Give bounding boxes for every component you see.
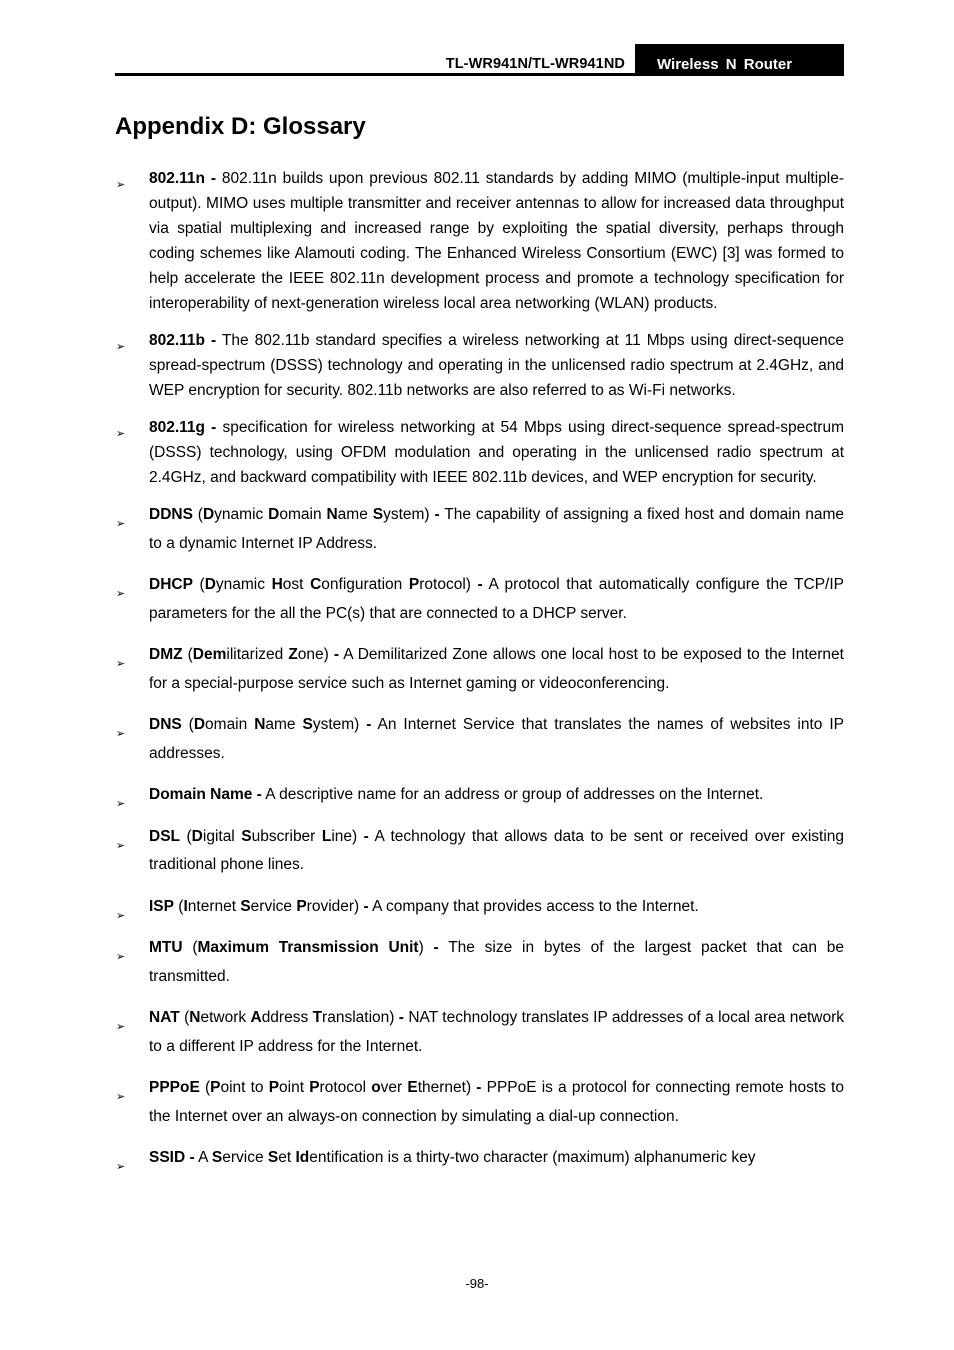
term-bold-text: N bbox=[326, 506, 338, 523]
term-bold-text: P bbox=[210, 1079, 221, 1096]
term-bold-text: o bbox=[371, 1079, 381, 1096]
definition-text: rotocol bbox=[319, 1079, 372, 1096]
arrow-bullet-icon: ➢ bbox=[116, 1161, 126, 1173]
arrow-bullet-icon: ➢ bbox=[116, 909, 126, 922]
page-title: Appendix D: Glossary bbox=[115, 113, 366, 140]
term-bold-text: D bbox=[268, 506, 280, 523]
glossary-entry-dns bbox=[115, 711, 844, 768]
definition-text: A protocol that automatically configure the TCP/IP parameters for the all the PC(s) that are connected to a DHCP server. bbox=[149, 576, 844, 622]
definition-text: onfiguration bbox=[321, 576, 409, 593]
term-bold-text: L bbox=[321, 827, 332, 845]
definition-text: rotocol) bbox=[419, 576, 478, 593]
term-bold-text: H bbox=[271, 576, 283, 593]
term-bold-text: PPPoE bbox=[149, 1079, 200, 1096]
term-bold-text: P bbox=[309, 1079, 320, 1096]
arrow-bullet-icon: ➢ bbox=[116, 588, 126, 600]
glossary-entry-802-11n bbox=[115, 166, 844, 316]
glossary-entry-mtu bbox=[115, 934, 844, 991]
term-bold-text: - bbox=[434, 506, 440, 523]
term-bold-text: I bbox=[183, 897, 188, 915]
definition-text: A technology that allows data to be sent or received over existing traditional phone lines. bbox=[149, 827, 844, 873]
definition-text: ddress bbox=[261, 1009, 313, 1026]
term-bold-text: P bbox=[408, 576, 420, 593]
term-bold-text: D bbox=[193, 716, 206, 733]
term-bold-text: P bbox=[296, 897, 307, 915]
term-bold-text: Z bbox=[288, 646, 298, 663]
definition-text: A Demilitarized Zone allows one local host to be exposed to the Internet for a special-purpose service such as Internet gaming or videoconferencing. bbox=[149, 646, 844, 692]
definition-text: igital bbox=[202, 827, 242, 845]
definition-text: specification for wireless networking at 54 Mbps using direct-sequence spread-spectrum (DSSS) technology, using OFDM modulation and operating in the unlicensed radio spectrum at 2.4GHz, and backward compatibility with IEEE 802.11b devices, and WEP encryption for security. bbox=[149, 419, 844, 486]
term-bold-text: 802.11b - bbox=[149, 332, 217, 349]
term-bold-text: DHCP bbox=[149, 576, 193, 593]
definition-text: PPPoE is a protocol for connecting remote hosts to the Internet over an always-on connection by simulating a dial-up connection. bbox=[149, 1079, 844, 1125]
term-bold-text: Maximum Transmission Unit bbox=[197, 939, 419, 956]
term-bold-text: Domain Name - bbox=[149, 786, 262, 803]
definition-text: ystem) bbox=[383, 506, 435, 523]
term-bold-text: Id bbox=[295, 1149, 310, 1166]
definition-text: rovider) bbox=[306, 897, 364, 915]
definition-text: ( bbox=[179, 1009, 190, 1026]
term-bold-text: NAT bbox=[149, 1009, 180, 1026]
definition-text: ( bbox=[180, 827, 192, 845]
arrow-bullet-icon: ➢ bbox=[116, 518, 126, 530]
definition-text: ranslation) bbox=[322, 1009, 399, 1026]
arrow-bullet-icon: ➢ bbox=[116, 839, 126, 852]
term-bold-text: 802.11g - bbox=[149, 419, 217, 436]
page-header bbox=[115, 44, 844, 76]
term-bold-text: N bbox=[254, 716, 266, 733]
definition-text: ynamic bbox=[215, 576, 272, 593]
term-bold-text: P bbox=[268, 1079, 280, 1096]
term-bold-text: ISP bbox=[149, 897, 174, 915]
arrow-bullet-icon: ➢ bbox=[116, 951, 126, 963]
definition-text: ) bbox=[418, 939, 434, 956]
arrow-bullet-icon: ➢ bbox=[116, 1021, 126, 1033]
definition-text: The capability of assigning a fixed host and domain name to a dynamic Internet IP Address. bbox=[149, 506, 845, 552]
definition-text: ver bbox=[380, 1079, 408, 1096]
definition-text: The size in bytes of the largest packet that can be transmitted. bbox=[149, 939, 845, 985]
term-bold-text: SSID - bbox=[149, 1149, 195, 1166]
term-bold-text: DNS bbox=[149, 716, 182, 733]
definition-text: thernet) bbox=[417, 1079, 477, 1096]
glossary-entry-dhcp bbox=[115, 571, 844, 628]
term-bold-text: - bbox=[363, 897, 369, 915]
glossary-entry-802-11b bbox=[115, 328, 844, 403]
definition-text: ine) bbox=[331, 827, 364, 845]
term-bold-text: S bbox=[241, 827, 252, 845]
arrow-bullet-icon: ➢ bbox=[116, 428, 126, 440]
definition-text: nternet bbox=[187, 897, 241, 915]
definition-text: entification is a thirty-two character (maximum) alphanumeric key bbox=[309, 1149, 756, 1166]
arrow-bullet-icon: ➢ bbox=[116, 728, 126, 740]
definition-text: An Internet Service that translates the names of websites into IP addresses. bbox=[149, 716, 844, 762]
term-bold-text: MTU bbox=[149, 939, 183, 956]
definition-text: ( bbox=[199, 1079, 211, 1096]
page-footer bbox=[0, 1276, 954, 1291]
glossary-entry-isp bbox=[115, 893, 844, 922]
arrow-bullet-icon: ➢ bbox=[116, 179, 126, 191]
definition-text: A bbox=[194, 1149, 212, 1166]
definition-text: etwork bbox=[200, 1009, 251, 1026]
glossary-entry-nat bbox=[115, 1004, 844, 1061]
definition-text: ilitarized bbox=[226, 646, 289, 663]
term-bold-text: DDNS bbox=[149, 506, 193, 523]
glossary-list bbox=[115, 166, 844, 1173]
term-bold-text: - bbox=[333, 646, 340, 663]
definition-text: 802.11n builds upon previous 802.11 standards by adding MIMO (multiple-input multiple-output). MIMO uses multiple transmitter and receiver antennas to allow for increased data throughput via spatial multiplexing and increased range by exploiting the spatial diversity, perhaps through coding schemes like Alamouti coding. The Enhanced Wireless Consortium (EWC) [3] was formed to help accelerate the IEEE 802.11n development process and promote a technology specification for interoperability of next-generation wireless local area networking (WLAN) products. bbox=[149, 170, 844, 312]
definition-text: one) bbox=[297, 646, 334, 663]
arrow-bullet-icon: ➢ bbox=[116, 658, 126, 670]
term-bold-text: T bbox=[312, 1009, 323, 1026]
definition-text: The 802.11b standard specifies a wireless networking at 11 Mbps using direct-sequence spread-spectrum (DSSS) technology and operating in the unlicensed radio spectrum at 2.4GHz, and WEP encryption for security. 802.11b networks are also referred to as Wi-Fi networks. bbox=[149, 332, 844, 399]
glossary-entry-ddns bbox=[115, 501, 844, 558]
definition-text: ( bbox=[182, 939, 198, 956]
arrow-bullet-icon: ➢ bbox=[116, 798, 126, 810]
definition-text: omain bbox=[279, 506, 327, 523]
glossary-entry-pppoe bbox=[115, 1074, 844, 1131]
definition-text: et bbox=[278, 1149, 296, 1166]
definition-text: oint to bbox=[220, 1079, 269, 1096]
term-bold-text: - bbox=[476, 1079, 482, 1096]
glossary-entry-802-11g bbox=[115, 415, 844, 490]
header-product-box bbox=[635, 44, 844, 76]
glossary-entry-ssid bbox=[115, 1144, 844, 1173]
term-bold-text: E bbox=[407, 1079, 418, 1096]
term-bold-text: N bbox=[189, 1009, 201, 1026]
term-bold-text: - bbox=[363, 827, 369, 845]
definition-text: ame bbox=[265, 716, 303, 733]
term-bold-text: - bbox=[433, 939, 439, 956]
definition-text: ubscriber bbox=[251, 827, 322, 845]
term-bold-text: 802.11n - bbox=[149, 170, 217, 187]
glossary-entry-dsl bbox=[115, 823, 844, 880]
term-bold-text: DMZ bbox=[149, 646, 183, 663]
definition-text: ( bbox=[182, 646, 193, 663]
arrow-bullet-icon: ➢ bbox=[116, 1091, 126, 1103]
term-bold-text: - bbox=[477, 576, 483, 593]
term-bold-text: S bbox=[372, 506, 384, 523]
definition-text: ( bbox=[192, 506, 203, 523]
header-rule bbox=[115, 73, 844, 76]
definition-text: ervice bbox=[222, 1149, 268, 1166]
term-bold-text: C bbox=[310, 576, 322, 593]
header-product-name: Wireless N Router bbox=[657, 56, 793, 73]
definition-text: ( bbox=[192, 576, 205, 593]
term-bold-text: - bbox=[398, 1009, 404, 1026]
term-bold-text: S bbox=[302, 716, 313, 733]
term-bold-text: S bbox=[267, 1149, 279, 1166]
term-bold-text: S bbox=[240, 897, 251, 915]
definition-text: A company that provides access to the Internet. bbox=[368, 897, 699, 915]
term-bold-text: S bbox=[211, 1149, 223, 1166]
term-bold-text: D bbox=[204, 576, 216, 593]
term-bold-text: De bbox=[192, 646, 213, 663]
glossary-entry-dmz bbox=[115, 641, 844, 698]
glossary-entry-domain-name bbox=[115, 781, 844, 810]
definition-text: NAT technology translates IP addresses of a local area network to a different IP address for the Internet. bbox=[149, 1009, 844, 1055]
definition-text: ame bbox=[337, 506, 373, 523]
definition-text: oint bbox=[279, 1079, 310, 1096]
term-bold-text: D bbox=[202, 506, 215, 523]
header-model-name: TL-WR941N/TL-WR941ND bbox=[445, 56, 625, 72]
definition-text: ystem) bbox=[312, 716, 367, 733]
page-number: -98- bbox=[465, 1276, 489, 1291]
definition-text: omain bbox=[205, 716, 255, 733]
term-bold-text: - bbox=[366, 716, 372, 733]
term-bold-text: D bbox=[191, 827, 203, 845]
term-bold-text: DSL bbox=[149, 827, 180, 845]
definition-text: ynamic bbox=[214, 506, 269, 523]
definition-text: A descriptive name for an address or group of addresses on the Internet. bbox=[261, 786, 764, 803]
definition-text: ( bbox=[173, 897, 184, 915]
arrow-bullet-icon: ➢ bbox=[116, 341, 126, 353]
term-bold-text: m bbox=[212, 646, 227, 663]
definition-text: ost bbox=[282, 576, 311, 593]
term-bold-text: A bbox=[250, 1009, 262, 1026]
definition-text: ervice bbox=[250, 897, 297, 915]
definition-text: ( bbox=[181, 716, 194, 733]
